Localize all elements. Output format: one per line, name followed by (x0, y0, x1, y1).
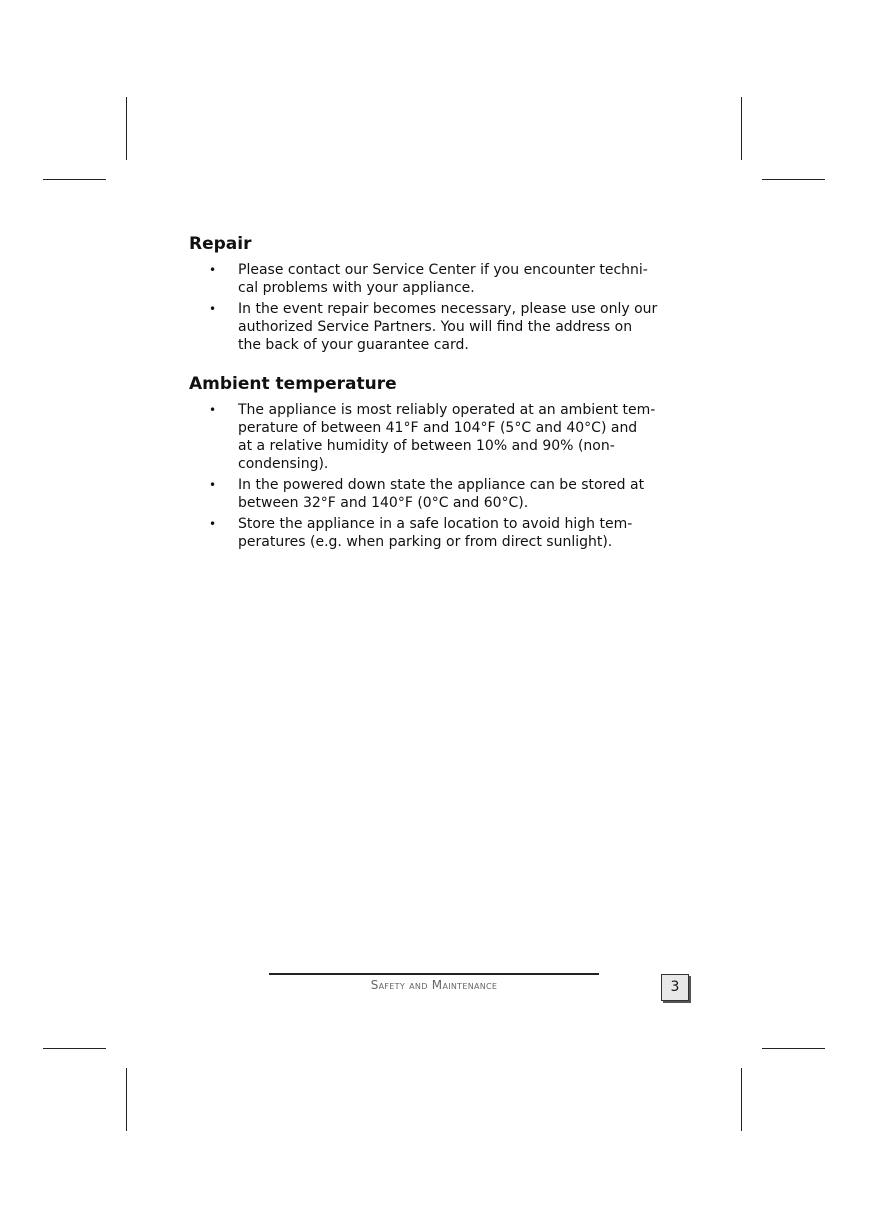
list-item-text: In the event repair becomes necessary, please use only our authorized Service Partners. You will find the address on the back of your guarantee card. (238, 301, 658, 353)
bullet-icon: • (209, 403, 217, 417)
crop-mark-bottom-left-vertical (126, 1068, 127, 1131)
crop-mark-top-right-horizontal (762, 179, 825, 180)
crop-mark-top-left-vertical (126, 97, 127, 160)
crop-mark-top-left-horizontal (43, 179, 106, 180)
bullet-list (189, 401, 689, 551)
list-item-text: The appliance is most reliably operated at an ambient tem- perature of between 41°F and 104°F (5°C and 40°C) and at a relative humidity of between 10% and 90% (non- condensing). (238, 402, 656, 472)
list-item (189, 476, 689, 512)
section-ambient-temperature (189, 372, 689, 551)
footer-divider (269, 973, 599, 975)
crop-mark-bottom-right-horizontal (762, 1048, 825, 1049)
section-title: Ambient temperature (189, 374, 397, 394)
bullet-icon: • (209, 263, 217, 277)
crop-mark-bottom-left-horizontal (43, 1048, 106, 1049)
page-content (189, 232, 689, 554)
page-number-badge: 3 (661, 974, 689, 1001)
list-item-text: Please contact our Service Center if you encounter techni- cal problems with your appliance. (238, 262, 648, 296)
footer-chapter-title: Safety and Maintenance (370, 978, 498, 992)
bullet-icon: • (209, 302, 217, 316)
bullet-icon: • (209, 478, 217, 492)
list-item (189, 261, 689, 297)
section-title: Repair (189, 234, 252, 254)
list-item-text: Store the appliance in a safe location to avoid high tem- peratures (e.g. when parking or from direct sunlight). (238, 516, 633, 550)
list-item (189, 300, 689, 354)
list-item (189, 401, 689, 473)
bullet-list (189, 261, 689, 354)
section-repair (189, 232, 689, 354)
bullet-icon: • (209, 517, 217, 531)
crop-mark-bottom-right-vertical (741, 1068, 742, 1131)
list-item-text: In the powered down state the appliance can be stored at between 32°F and 140°F (0°C and 60°C). (238, 477, 645, 511)
crop-mark-top-right-vertical (741, 97, 742, 160)
list-item (189, 515, 689, 551)
